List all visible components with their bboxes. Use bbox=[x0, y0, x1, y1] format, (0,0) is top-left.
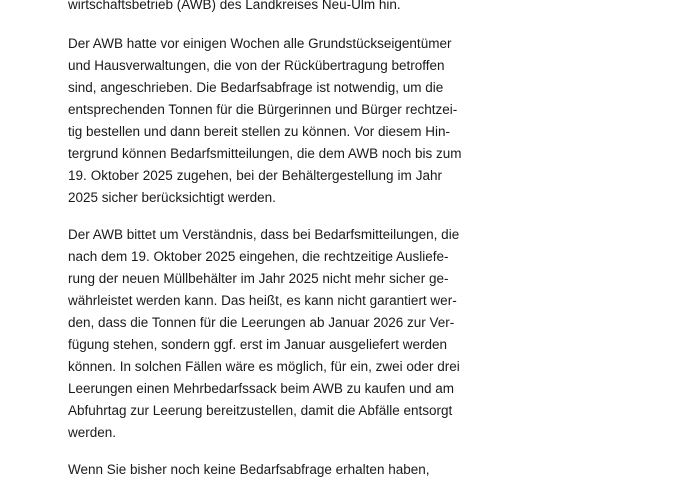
text-line: fügung stehen, sondern ggf. erst im Januar ausgeliefert werden bbox=[68, 337, 447, 352]
text-line: wirtschaftsbetrieb (AWB) des Landkreises Neu-Ulm hin. bbox=[68, 0, 401, 12]
text-line: währleistet werden kann. Das heißt, es kann nicht garantiert wer- bbox=[68, 293, 457, 308]
text-line: Der AWB hatte vor einigen Wochen alle Grundstückseigentümer bbox=[68, 36, 452, 51]
text-line: tig bestellen und dann bereit stellen zu können. Vor diesem Hin- bbox=[68, 124, 450, 139]
text-line: nach dem 19. Oktober 2025 eingehen, die rechtzeitige Ausliefe- bbox=[68, 249, 449, 264]
text-line: den, dass die Tonnen für die Leerungen ab Januar 2026 zur Ver- bbox=[68, 315, 455, 330]
text-line: werden. bbox=[68, 425, 117, 440]
text-line: können. In solchen Fällen wäre es möglich, für ein, zwei oder drei bbox=[68, 359, 460, 374]
text-line: Abfuhrtag zur Leerung bereitzustellen, damit die Abfälle entsorgt bbox=[68, 403, 453, 418]
text-line: 19. Oktober 2025 zugehen, bei der Behältergestellung im Jahr bbox=[68, 168, 442, 183]
text-line: tergrund können Bedarfsmitteilungen, die dem AWB noch bis zum bbox=[68, 146, 462, 161]
text-line: Leerungen einen Mehrbedarfssack beim AWB zu kaufen und am bbox=[68, 381, 454, 396]
text-line: Der AWB bittet um Verständnis, dass bei Bedarfsmitteilungen, die bbox=[68, 227, 460, 242]
text-line: sind, angeschrieben. Die Bedarfsabfrage ist notwendig, um die bbox=[68, 80, 444, 95]
text-line: und Hausverwaltungen, die von der Rückübertragung betroffen bbox=[68, 58, 445, 73]
text-line: Wenn Sie bisher noch keine Bedarfsabfrage erhalten haben, bbox=[68, 462, 430, 477]
text-line: rung der neuen Müllbehälter im Jahr 2025 nicht mehr sicher ge- bbox=[68, 271, 449, 286]
text-line: entsprechenden Tonnen für die Bürgerinnen und Bürger rechtzei- bbox=[68, 102, 458, 117]
text-line: 2025 sicher berücksichtigt werden. bbox=[68, 190, 276, 205]
